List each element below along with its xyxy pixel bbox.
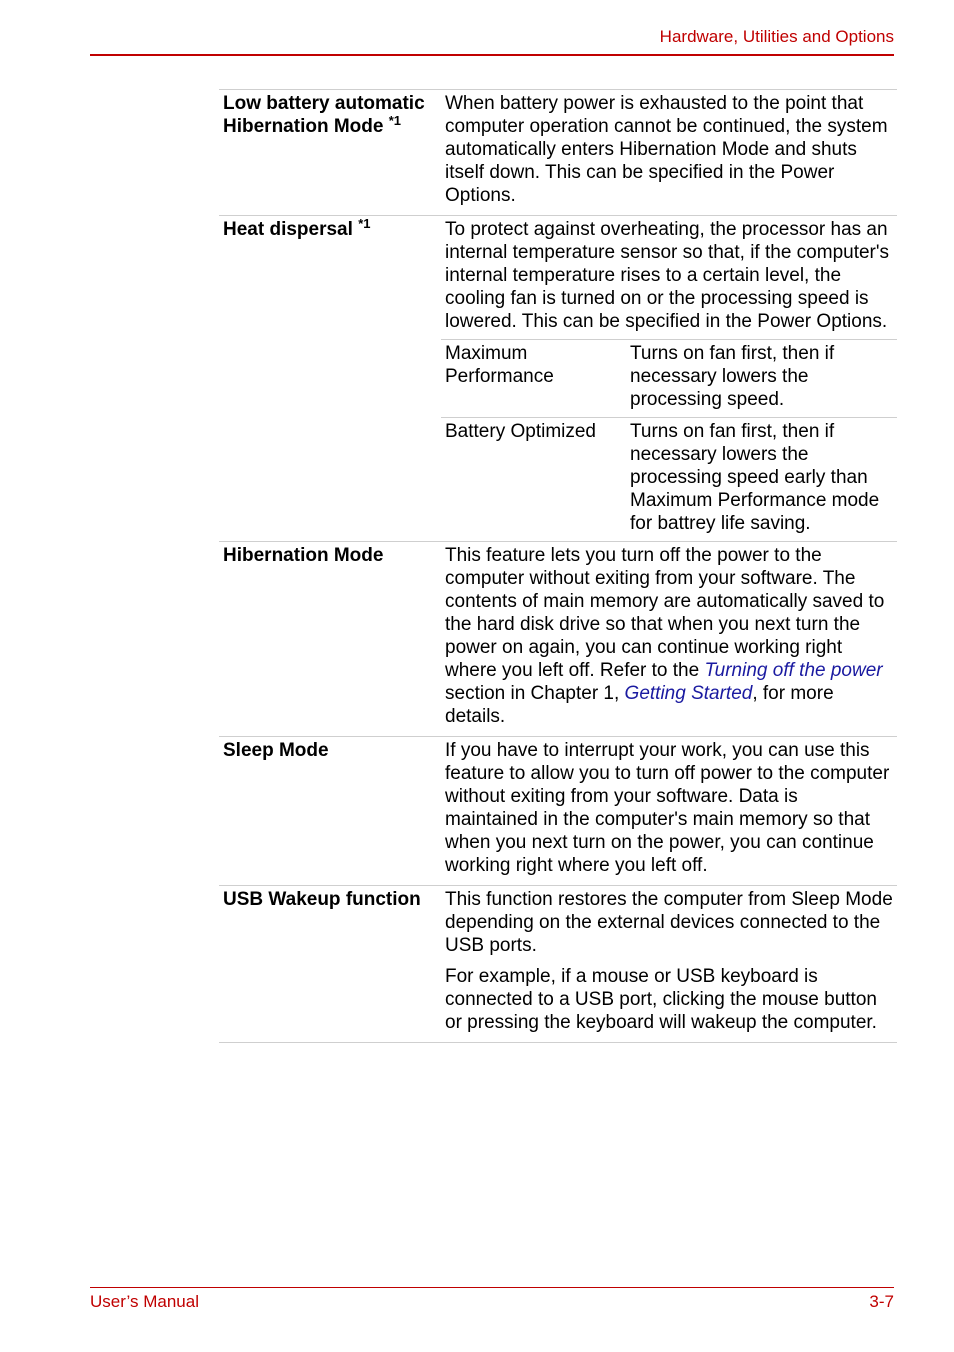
description-text: When battery power is exhausted to the point that computer operation cannot be continued, the system automatically enters Hibernation Mode and shuts itself down. This can be specified in the Power Options.	[445, 93, 888, 206]
description-sleep-mode	[441, 737, 897, 885]
table-row	[219, 216, 897, 542]
table-row	[219, 886, 897, 1043]
description-usb-wakeup	[441, 886, 897, 1042]
description-text: To protect against overheating, the processor has an internal temperature sensor so that, if the computer's internal temperature rises to a certain level, the cooling fan is turned on or the processing speed is lowered. This can be specified in the Power Options.	[445, 219, 890, 332]
description-heat-dispersal	[441, 216, 897, 541]
subtable-row	[441, 417, 897, 541]
description-low-battery	[441, 90, 897, 215]
subtable-row	[441, 339, 897, 417]
footnote-marker: *1	[358, 216, 371, 231]
mode-name: Battery Optimized	[445, 421, 596, 442]
term-usb-wakeup: USB Wakeup function	[223, 889, 421, 910]
description-text	[445, 544, 893, 728]
feature-table	[219, 89, 897, 1043]
term-heat-dispersal	[219, 216, 441, 541]
term-label: Low battery automatic Hibernation Mode	[223, 93, 425, 137]
table-row	[219, 542, 897, 737]
description-hibernation-mode	[441, 542, 897, 736]
cooling-method-table	[441, 339, 897, 541]
description-text: This function restores the computer from Sleep Mode depending on the external devices connected to the USB ports.	[445, 889, 893, 956]
getting-started-link[interactable]: Getting Started	[624, 683, 753, 704]
description-segment: This feature lets you turn off the power to the computer without exiting from your software. The contents of main memory are automatically saved to the hard disk drive so that when you next turn the power on again, you can continue working right where you left off. Refer to the	[445, 545, 885, 681]
footnote-marker: *1	[388, 113, 402, 128]
page-number: 3-7	[869, 1292, 894, 1311]
description-segment: section in Chapter 1,	[445, 683, 625, 704]
mode-behavior: Turns on fan first, then if necessary lowers the processing speed early than Maximum Performance mode for battrey life saving.	[630, 421, 880, 534]
manual-name: User’s Manual	[90, 1292, 199, 1311]
description-example: For example, if a mouse or USB keyboard is connected to a USB port, clicking the mouse button or pressing the keyboard will wakeup the computer.	[445, 966, 877, 1033]
turning-off-power-link[interactable]: Turning off the power	[704, 660, 883, 681]
description-text: If you have to interrupt your work, you can use this feature to allow you to turn off power to the computer without exiting from your software. Data is maintained in the computer's main memory so that when you next turn on the power, you can continue working right where you left off.	[445, 740, 890, 876]
term-hibernation-mode: Hibernation Mode	[223, 545, 384, 566]
header-rule	[90, 54, 894, 56]
table-row	[219, 737, 897, 886]
mode-name: Maximum Performance	[445, 343, 554, 387]
footer-rule	[90, 1287, 894, 1288]
running-header: Hardware, Utilities and Options	[659, 27, 894, 46]
term-label: Heat dispersal	[223, 219, 353, 240]
term-sleep-mode: Sleep Mode	[223, 740, 329, 761]
mode-behavior: Turns on fan first, then if necessary lowers the processing speed.	[630, 343, 835, 410]
term-low-battery	[219, 90, 441, 215]
description-segment: , for more details.	[445, 683, 834, 727]
table-row	[219, 90, 897, 216]
